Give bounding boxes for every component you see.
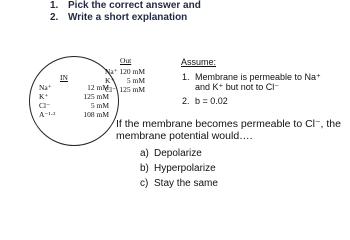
answer-option-c[interactable]: [140, 178, 218, 190]
instruction-item: [50, 12, 201, 24]
assume-number: 1.: [182, 72, 190, 82]
assume-item: [182, 96, 228, 106]
ion-concentration: 5 mM: [126, 76, 145, 85]
ion-concentration: 125 mM: [119, 85, 145, 94]
instruction-number: 2.: [50, 12, 59, 23]
ion-concentration: 108 mM: [83, 110, 109, 119]
ion-label: Na⁺: [39, 83, 52, 92]
instruction-item: [50, 0, 201, 12]
option-text: Stay the same: [154, 178, 218, 189]
option-letter: c): [140, 178, 149, 189]
instruction-text: Write a short explanation: [68, 12, 188, 23]
question-text: If the membrane becomes permeable to Cl⁻, the membrane potential would….: [116, 118, 341, 142]
assume-item: [182, 72, 321, 92]
assume-text: b = 0.02: [195, 96, 228, 106]
option-text: Hyperpolarize: [154, 163, 216, 174]
ion-label: Na⁺: [105, 67, 118, 76]
ion-concentration: 120 mM: [119, 67, 145, 76]
outside-title: Out: [120, 56, 132, 65]
inside-title: IN: [60, 73, 68, 82]
assume-number: 2.: [182, 96, 190, 106]
instructions: [50, 0, 201, 24]
ion-concentration: 125 mM: [83, 92, 109, 101]
assume-text-continued: and K⁺ but not to Cl⁻: [195, 82, 280, 92]
ion-label: Cl⁻: [39, 101, 51, 110]
answer-option-b[interactable]: [140, 163, 216, 175]
ion-label: Cl⁻: [105, 85, 117, 94]
answer-option-a[interactable]: [140, 148, 202, 160]
option-text: Depolarize: [154, 148, 202, 159]
instruction-text: Pick the correct answer and: [68, 0, 201, 11]
ion-concentration: 5 mM: [90, 101, 109, 110]
ion-concentration: 12 mM: [87, 83, 109, 92]
option-letter: a): [140, 148, 149, 159]
ion-label: K⁺: [39, 92, 49, 101]
ion-label: A⁻¹·²: [39, 110, 56, 119]
assume-title: Assume:: [181, 57, 217, 67]
ion-label: K⁺: [105, 76, 115, 85]
instruction-number: 1.: [50, 0, 59, 11]
option-letter: b): [140, 163, 149, 174]
assume-text: Membrane is permeable to Na⁺: [195, 72, 321, 82]
